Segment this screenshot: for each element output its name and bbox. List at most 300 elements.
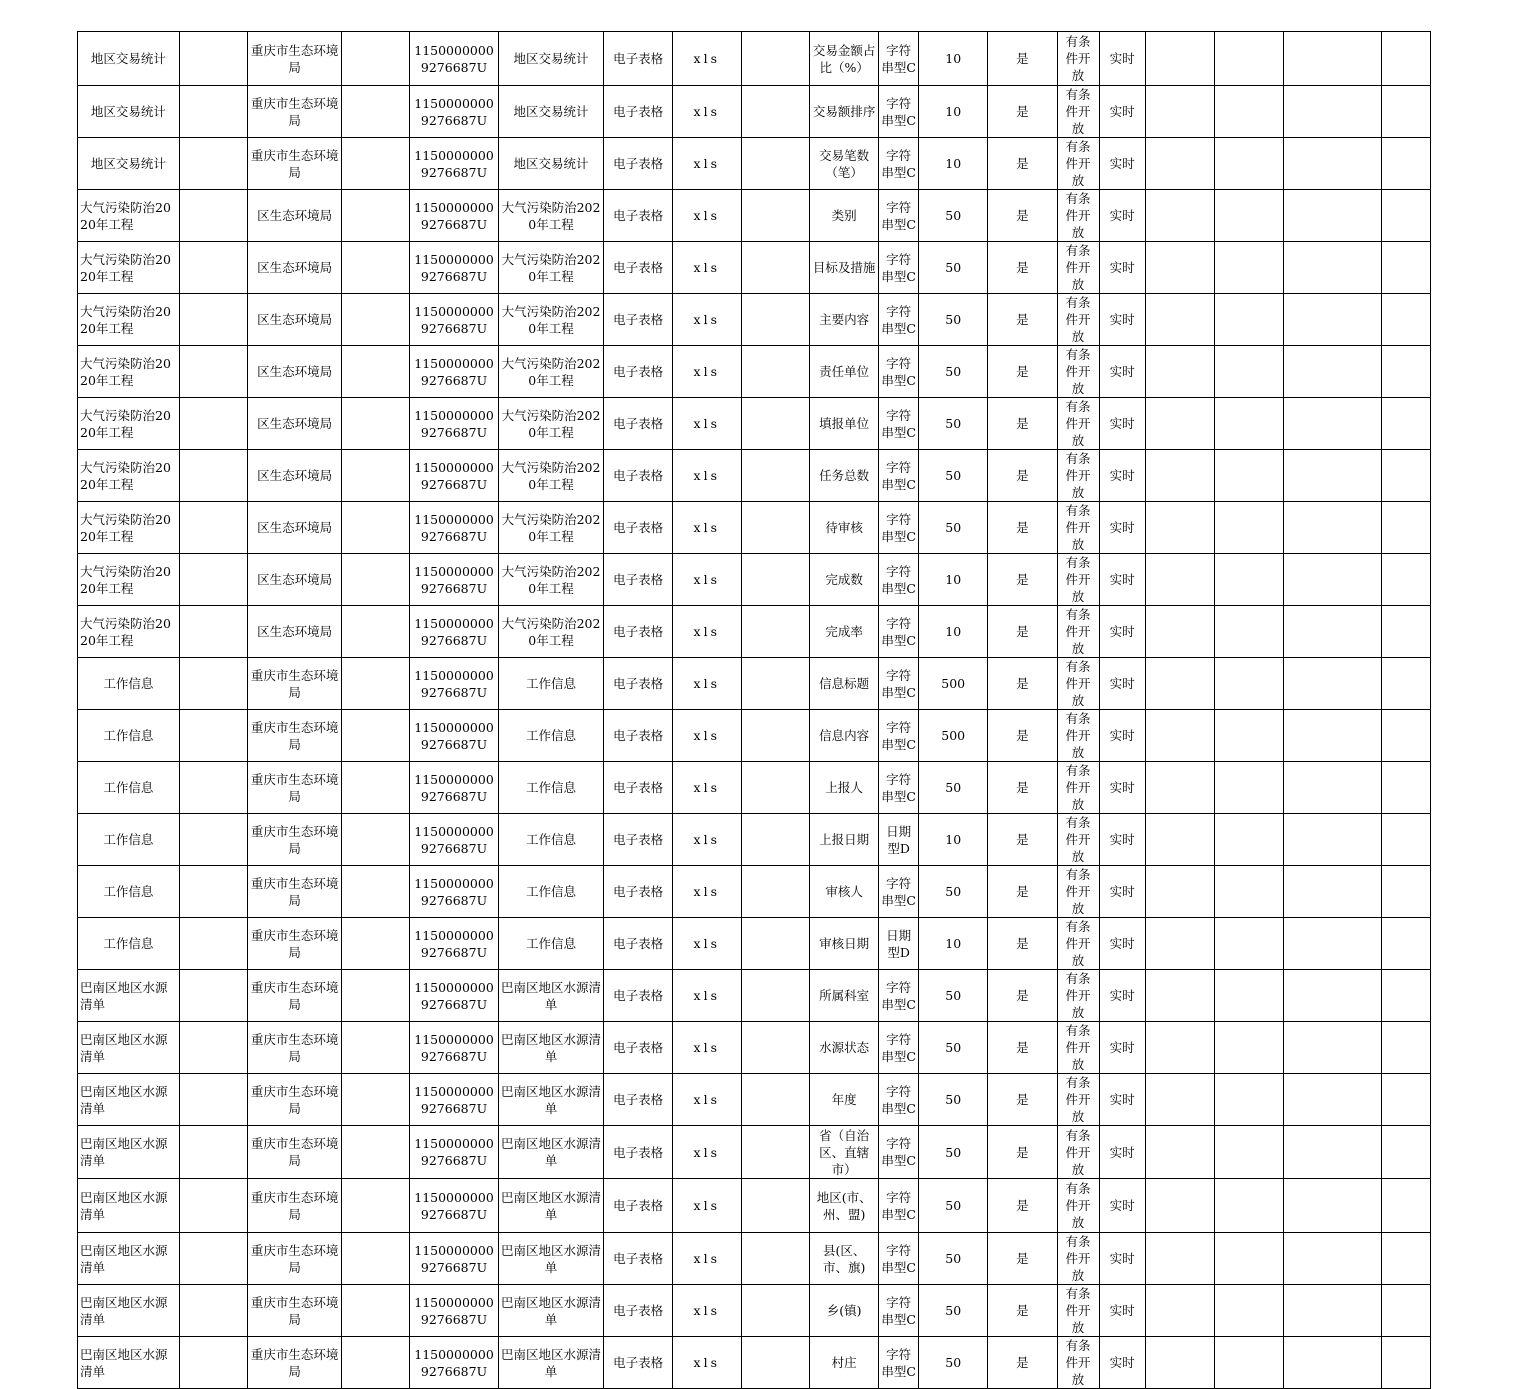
cell-update-freq: 实时 [1099,710,1145,762]
cell-length: 500 [919,710,988,762]
cell-format-type: 电子表格 [604,606,672,658]
cell-empty [1214,1126,1283,1179]
cell-department: 重庆市生态环境局 [247,1337,341,1389]
cell-empty [342,86,410,138]
cell-field-name: 完成数 [810,554,879,606]
cell-info-item: 巴南区地区水源清单 [498,1126,604,1179]
cell-department: 重庆市生态环境局 [247,658,341,710]
cell-empty [1214,346,1283,398]
cell-empty [1381,1233,1430,1285]
cell-file-format: xls [672,398,741,450]
cell-resource-name: 地区交易统计 [78,86,180,138]
cell-info-item: 大气污染防治2020年工程 [498,190,604,242]
cell-org-code: 11500000009276687U [410,86,498,138]
cell-format-type: 电子表格 [604,1126,672,1179]
cell-update-freq: 实时 [1099,814,1145,866]
cell-department: 区生态环境局 [247,294,341,346]
table-row [78,554,1431,606]
cell-resource-name: 工作信息 [78,710,180,762]
cell-data-type: 日期型D [879,814,919,866]
cell-file-format: xls [672,242,741,294]
cell-empty [1214,398,1283,450]
cell-empty [1381,1179,1430,1233]
cell-field-name: 上报人 [810,762,879,814]
cell-empty [1284,294,1382,346]
cell-format-type: 电子表格 [604,294,672,346]
cell-field-name: 审核人 [810,866,879,918]
cell-open-type: 有条件开放 [1057,138,1099,190]
cell-file-format: xls [672,1285,741,1337]
cell-empty [741,242,809,294]
cell-empty [1284,1022,1382,1074]
cell-empty [1145,1179,1214,1233]
table-row [78,32,1431,86]
cell-empty [342,138,410,190]
cell-empty [342,32,410,86]
cell-empty [1284,86,1382,138]
cell-data-type: 字符串型C [879,346,919,398]
cell-empty [179,1337,247,1389]
cell-file-format: xls [672,190,741,242]
cell-format-type: 电子表格 [604,32,672,86]
cell-format-type: 电子表格 [604,450,672,502]
cell-empty [1145,190,1214,242]
cell-length: 50 [919,1074,988,1126]
cell-org-code: 11500000009276687U [410,918,498,970]
cell-update-freq: 实时 [1099,398,1145,450]
cell-empty [179,762,247,814]
cell-empty [342,1074,410,1126]
cell-length: 10 [919,554,988,606]
cell-empty [342,190,410,242]
table-row [78,138,1431,190]
cell-empty [1381,970,1430,1022]
table-row [78,1233,1431,1285]
cell-department: 重庆市生态环境局 [247,762,341,814]
cell-empty [1381,294,1430,346]
cell-file-format: xls [672,606,741,658]
cell-format-type: 电子表格 [604,1074,672,1126]
cell-empty [1284,32,1382,86]
cell-org-code: 11500000009276687U [410,1179,498,1233]
cell-format-type: 电子表格 [604,866,672,918]
table-row [78,190,1431,242]
cell-data-type: 字符串型C [879,554,919,606]
table-row [78,502,1431,554]
cell-department: 区生态环境局 [247,502,341,554]
cell-file-format: xls [672,1179,741,1233]
cell-empty [1381,658,1430,710]
cell-length: 10 [919,814,988,866]
cell-update-freq: 实时 [1099,1285,1145,1337]
cell-empty [1145,346,1214,398]
cell-org-code: 11500000009276687U [410,1022,498,1074]
cell-open-type: 有条件开放 [1057,294,1099,346]
cell-file-format: xls [672,86,741,138]
cell-org-code: 11500000009276687U [410,1285,498,1337]
cell-resource-name: 大气污染防治2020年工程 [78,554,180,606]
cell-length: 10 [919,32,988,86]
cell-empty [1214,32,1283,86]
cell-length: 50 [919,762,988,814]
cell-info-item: 巴南区地区水源清单 [498,1074,604,1126]
cell-empty [1214,918,1283,970]
cell-resource-name: 大气污染防治2020年工程 [78,190,180,242]
cell-empty [1145,1022,1214,1074]
cell-empty [1284,1074,1382,1126]
cell-empty [1381,86,1430,138]
cell-org-code: 11500000009276687U [410,1126,498,1179]
cell-data-type: 字符串型C [879,1179,919,1233]
cell-shared: 是 [988,1337,1057,1389]
cell-info-item: 巴南区地区水源清单 [498,1337,604,1389]
cell-empty [179,554,247,606]
cell-empty [1284,970,1382,1022]
cell-shared: 是 [988,1074,1057,1126]
cell-empty [741,190,809,242]
cell-empty [1381,190,1430,242]
cell-format-type: 电子表格 [604,814,672,866]
cell-file-format: xls [672,970,741,1022]
cell-empty [1214,1337,1283,1389]
cell-update-freq: 实时 [1099,346,1145,398]
cell-data-type: 字符串型C [879,606,919,658]
cell-empty [179,190,247,242]
data-resource-table [77,31,1431,1389]
cell-empty [741,1074,809,1126]
cell-empty [179,606,247,658]
cell-empty [1145,1126,1214,1179]
cell-empty [342,1337,410,1389]
cell-org-code: 11500000009276687U [410,710,498,762]
cell-empty [1214,710,1283,762]
cell-format-type: 电子表格 [604,918,672,970]
cell-field-name: 省（自治区、直辖市） [810,1126,879,1179]
cell-empty [1381,710,1430,762]
cell-data-type: 字符串型C [879,190,919,242]
cell-empty [1214,554,1283,606]
cell-resource-name: 巴南区地区水源清单 [78,1126,180,1179]
cell-info-item: 工作信息 [498,918,604,970]
cell-empty [741,346,809,398]
cell-empty [179,398,247,450]
cell-format-type: 电子表格 [604,138,672,190]
cell-field-name: 信息标题 [810,658,879,710]
cell-empty [342,242,410,294]
cell-data-type: 字符串型C [879,1337,919,1389]
cell-resource-name: 大气污染防治2020年工程 [78,294,180,346]
cell-empty [1145,970,1214,1022]
cell-empty [1145,1233,1214,1285]
cell-length: 50 [919,1126,988,1179]
table-row [78,866,1431,918]
cell-empty [1381,242,1430,294]
cell-empty [179,138,247,190]
cell-empty [1145,86,1214,138]
cell-empty [741,138,809,190]
cell-department: 区生态环境局 [247,242,341,294]
cell-empty [1145,398,1214,450]
table-row [78,1022,1431,1074]
cell-shared: 是 [988,1285,1057,1337]
cell-empty [741,710,809,762]
cell-shared: 是 [988,138,1057,190]
cell-resource-name: 大气污染防治2020年工程 [78,242,180,294]
cell-file-format: xls [672,1022,741,1074]
cell-info-item: 地区交易统计 [498,32,604,86]
cell-empty [1284,1179,1382,1233]
cell-format-type: 电子表格 [604,1337,672,1389]
cell-file-format: xls [672,1233,741,1285]
cell-field-name: 审核日期 [810,918,879,970]
cell-resource-name: 工作信息 [78,814,180,866]
cell-shared: 是 [988,710,1057,762]
cell-shared: 是 [988,86,1057,138]
cell-empty [741,554,809,606]
cell-info-item: 大气污染防治2020年工程 [498,450,604,502]
cell-empty [1145,1074,1214,1126]
cell-info-item: 工作信息 [498,814,604,866]
cell-empty [1284,918,1382,970]
cell-empty [342,554,410,606]
cell-open-type: 有条件开放 [1057,32,1099,86]
cell-info-item: 工作信息 [498,710,604,762]
cell-department: 区生态环境局 [247,346,341,398]
cell-shared: 是 [988,346,1057,398]
cell-format-type: 电子表格 [604,242,672,294]
table-row [78,1285,1431,1337]
cell-empty [1284,502,1382,554]
cell-info-item: 大气污染防治2020年工程 [498,502,604,554]
table-row [78,450,1431,502]
cell-file-format: xls [672,1126,741,1179]
cell-department: 重庆市生态环境局 [247,1022,341,1074]
cell-empty [1284,398,1382,450]
cell-empty [342,1285,410,1337]
cell-field-name: 乡(镇) [810,1285,879,1337]
cell-open-type: 有条件开放 [1057,242,1099,294]
cell-resource-name: 巴南区地区水源清单 [78,1074,180,1126]
cell-empty [1284,710,1382,762]
cell-empty [1381,762,1430,814]
cell-update-freq: 实时 [1099,1337,1145,1389]
cell-empty [342,710,410,762]
cell-department: 重庆市生态环境局 [247,1285,341,1337]
cell-open-type: 有条件开放 [1057,1074,1099,1126]
cell-field-name: 交易额排序 [810,86,879,138]
cell-empty [179,1233,247,1285]
cell-empty [1284,190,1382,242]
cell-length: 50 [919,450,988,502]
cell-empty [1381,1074,1430,1126]
table-row [78,658,1431,710]
cell-format-type: 电子表格 [604,970,672,1022]
cell-update-freq: 实时 [1099,606,1145,658]
table-row [78,918,1431,970]
cell-info-item: 地区交易统计 [498,138,604,190]
cell-empty [342,346,410,398]
cell-resource-name: 巴南区地区水源清单 [78,1285,180,1337]
cell-shared: 是 [988,1022,1057,1074]
cell-length: 10 [919,138,988,190]
cell-empty [1214,190,1283,242]
cell-data-type: 字符串型C [879,762,919,814]
cell-open-type: 有条件开放 [1057,606,1099,658]
cell-info-item: 巴南区地区水源清单 [498,1179,604,1233]
cell-info-item: 地区交易统计 [498,86,604,138]
cell-empty [1214,1022,1283,1074]
cell-data-type: 字符串型C [879,658,919,710]
cell-data-type: 字符串型C [879,242,919,294]
cell-empty [342,450,410,502]
cell-open-type: 有条件开放 [1057,814,1099,866]
cell-empty [1214,606,1283,658]
cell-empty [342,606,410,658]
table-row [78,606,1431,658]
cell-empty [741,1233,809,1285]
cell-data-type: 字符串型C [879,866,919,918]
cell-empty [741,502,809,554]
cell-empty [741,918,809,970]
cell-empty [1145,606,1214,658]
cell-format-type: 电子表格 [604,398,672,450]
cell-empty [342,918,410,970]
cell-department: 重庆市生态环境局 [247,1179,341,1233]
cell-open-type: 有条件开放 [1057,658,1099,710]
cell-empty [1214,294,1283,346]
cell-format-type: 电子表格 [604,1233,672,1285]
cell-format-type: 电子表格 [604,658,672,710]
cell-length: 50 [919,242,988,294]
cell-update-freq: 实时 [1099,242,1145,294]
cell-department: 重庆市生态环境局 [247,138,341,190]
cell-open-type: 有条件开放 [1057,398,1099,450]
cell-update-freq: 实时 [1099,1074,1145,1126]
cell-empty [1284,1126,1382,1179]
cell-org-code: 11500000009276687U [410,450,498,502]
cell-update-freq: 实时 [1099,658,1145,710]
cell-format-type: 电子表格 [604,86,672,138]
cell-empty [342,970,410,1022]
cell-empty [1145,32,1214,86]
cell-empty [342,1126,410,1179]
cell-length: 50 [919,1022,988,1074]
cell-field-name: 完成率 [810,606,879,658]
cell-format-type: 电子表格 [604,346,672,398]
cell-empty [1214,450,1283,502]
cell-org-code: 11500000009276687U [410,1337,498,1389]
cell-file-format: xls [672,554,741,606]
cell-format-type: 电子表格 [604,1285,672,1337]
table-row [78,762,1431,814]
cell-data-type: 字符串型C [879,398,919,450]
cell-empty [179,1074,247,1126]
cell-file-format: xls [672,1337,741,1389]
cell-empty [1284,866,1382,918]
cell-open-type: 有条件开放 [1057,1337,1099,1389]
cell-department: 重庆市生态环境局 [247,1233,341,1285]
cell-resource-name: 大气污染防治2020年工程 [78,502,180,554]
cell-empty [1145,554,1214,606]
cell-empty [1381,1337,1430,1389]
cell-field-name: 类别 [810,190,879,242]
cell-file-format: xls [672,658,741,710]
cell-empty [1381,32,1430,86]
cell-empty [1214,1074,1283,1126]
cell-empty [1145,762,1214,814]
cell-empty [342,398,410,450]
cell-update-freq: 实时 [1099,1179,1145,1233]
table-row [78,86,1431,138]
cell-empty [741,606,809,658]
cell-empty [1145,1337,1214,1389]
cell-org-code: 11500000009276687U [410,242,498,294]
cell-empty [1284,762,1382,814]
cell-org-code: 11500000009276687U [410,970,498,1022]
cell-org-code: 11500000009276687U [410,1074,498,1126]
cell-resource-name: 巴南区地区水源清单 [78,970,180,1022]
cell-shared: 是 [988,606,1057,658]
cell-field-name: 待审核 [810,502,879,554]
cell-empty [179,346,247,398]
cell-info-item: 工作信息 [498,866,604,918]
cell-empty [179,294,247,346]
cell-file-format: xls [672,866,741,918]
cell-open-type: 有条件开放 [1057,86,1099,138]
cell-department: 区生态环境局 [247,606,341,658]
cell-empty [342,1233,410,1285]
cell-empty [741,970,809,1022]
cell-open-type: 有条件开放 [1057,918,1099,970]
cell-info-item: 巴南区地区水源清单 [498,1233,604,1285]
cell-empty [1284,814,1382,866]
cell-empty [179,918,247,970]
cell-length: 10 [919,86,988,138]
cell-org-code: 11500000009276687U [410,814,498,866]
cell-field-name: 信息内容 [810,710,879,762]
cell-length: 10 [919,606,988,658]
cell-shared: 是 [988,918,1057,970]
cell-department: 重庆市生态环境局 [247,710,341,762]
cell-empty [342,658,410,710]
cell-empty [342,1022,410,1074]
cell-resource-name: 工作信息 [78,866,180,918]
cell-open-type: 有条件开放 [1057,502,1099,554]
cell-info-item: 大气污染防治2020年工程 [498,398,604,450]
cell-shared: 是 [988,294,1057,346]
cell-file-format: xls [672,32,741,86]
cell-format-type: 电子表格 [604,554,672,606]
cell-empty [342,294,410,346]
cell-empty [179,450,247,502]
cell-org-code: 11500000009276687U [410,398,498,450]
cell-org-code: 11500000009276687U [410,606,498,658]
cell-empty [1214,762,1283,814]
cell-file-format: xls [672,1074,741,1126]
cell-resource-name: 工作信息 [78,658,180,710]
cell-resource-name: 地区交易统计 [78,138,180,190]
cell-length: 50 [919,1179,988,1233]
cell-resource-name: 巴南区地区水源清单 [78,1233,180,1285]
cell-empty [1381,1022,1430,1074]
cell-format-type: 电子表格 [604,190,672,242]
cell-empty [1145,658,1214,710]
cell-shared: 是 [988,1233,1057,1285]
cell-length: 50 [919,1337,988,1389]
cell-data-type: 字符串型C [879,1074,919,1126]
cell-empty [741,762,809,814]
cell-shared: 是 [988,554,1057,606]
